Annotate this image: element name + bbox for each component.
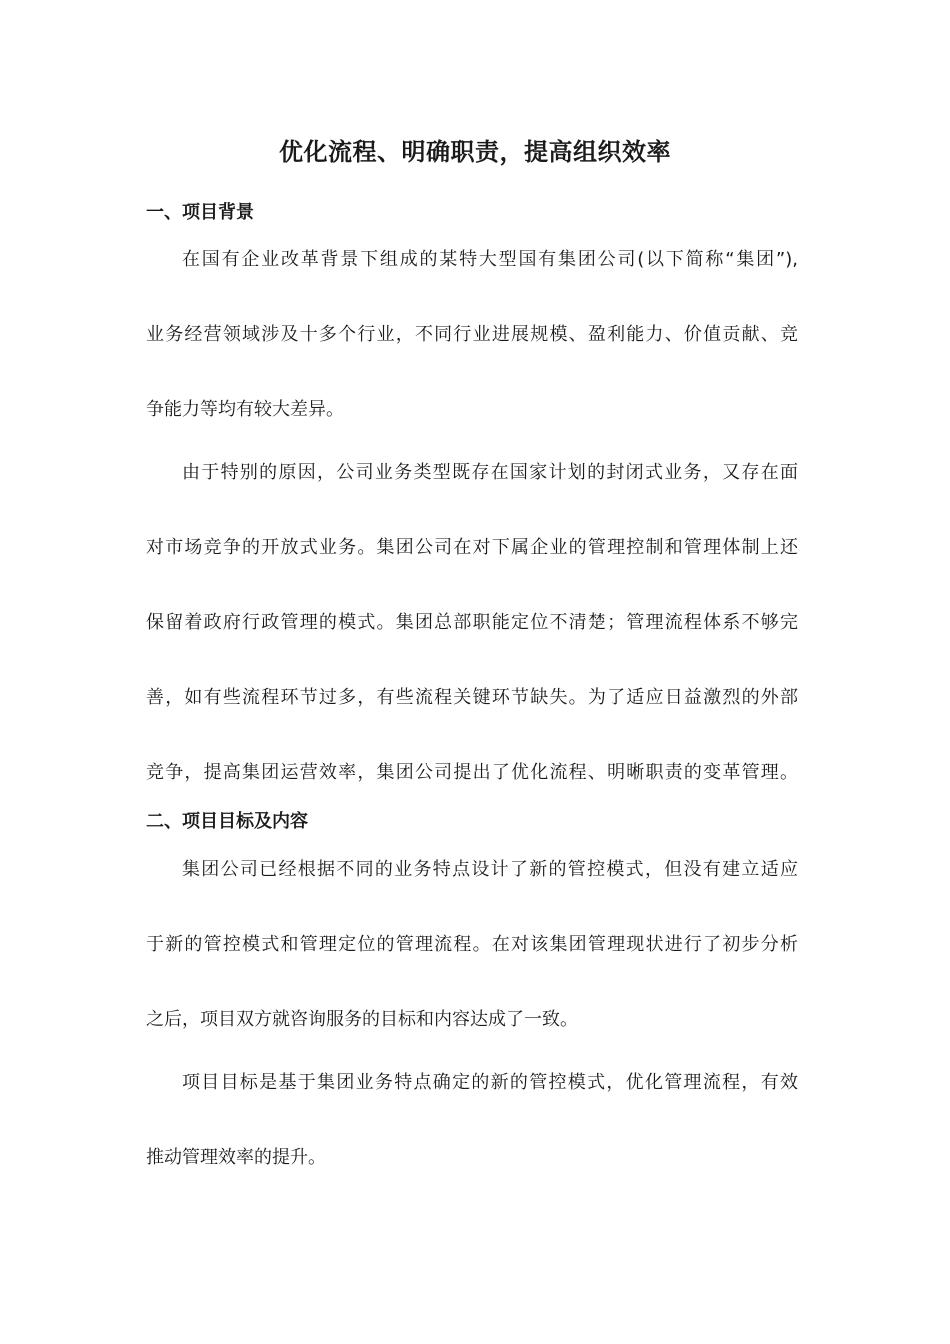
document-title: 优化流程、明确职责，提高组织效率 <box>279 138 671 166</box>
paragraph-line: 在国有企业改革背景下组成的某特大型国有集团公司(以下简称“集团”), <box>182 249 798 270</box>
paragraph-line: 竞争，提高集团运营效率，集团公司提出了优化流程、明晰职责的变革管理。 <box>146 762 798 783</box>
paragraph-line: 对市场竞争的开放式业务。集团公司在对下属企业的管理控制和管理体制上还 <box>146 537 798 558</box>
paragraph-line: 推动管理效率的提升。 <box>146 1147 326 1168</box>
paragraph-line: 业务经营领域涉及十多个行业，不同行业进展规模、盈利能力、价值贡献、竞 <box>146 324 798 345</box>
paragraph-line: 项目目标是基于集团业务特点确定的新的管控模式，优化管理流程，有效 <box>182 1072 798 1093</box>
section-heading-background: 一、项目背景 <box>146 202 254 223</box>
paragraph-line: 集团公司已经根据不同的业务特点设计了新的管控模式，但没有建立适应 <box>182 859 798 880</box>
paragraph-line: 保留着政府行政管理的模式。集团总部职能定位不清楚；管理流程体系不够完 <box>146 612 798 633</box>
paragraph-line: 善，如有些流程环节过多，有些流程关键环节缺失。为了适应日益激烈的外部 <box>146 687 798 708</box>
paragraph-line: 于新的管控模式和管理定位的管理流程。在对该集团管理现状进行了初步分析 <box>146 934 798 955</box>
paragraph-line: 争能力等均有较大差异。 <box>146 399 344 420</box>
section-heading-goals: 二、项目目标及内容 <box>146 811 308 832</box>
paragraph-line: 之后，项目双方就咨询服务的目标和内容达成了一致。 <box>146 1009 578 1030</box>
paragraph-line: 由于特别的原因，公司业务类型既存在国家计划的封闭式业务，又存在面 <box>182 462 798 483</box>
